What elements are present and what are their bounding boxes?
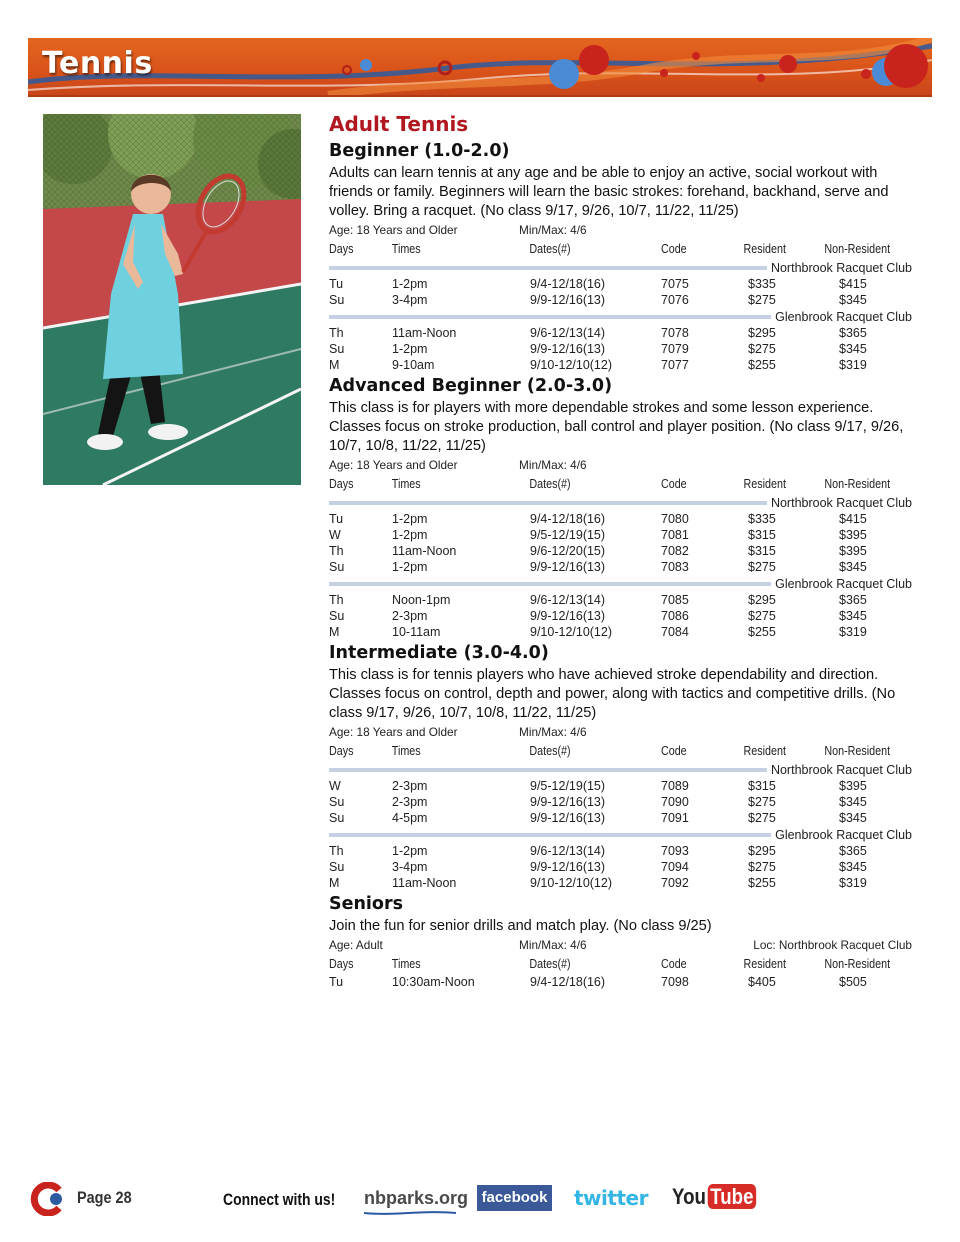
cell-times: 1-2pm [392, 560, 428, 574]
cell-code: 7079 [661, 342, 689, 356]
cell-times: 1-2pm [392, 512, 428, 526]
table-header [329, 474, 918, 494]
connect-label: Connect with us! [223, 1190, 336, 1209]
class-section [329, 373, 919, 640]
cell-dates: 9/9-12/16(13) [530, 342, 606, 356]
cell-resident: $275 [748, 609, 776, 623]
cell-code: 7098 [661, 975, 689, 989]
age-requirement: Age: 18 Years and Older [329, 223, 458, 237]
cell-resident: $275 [748, 293, 776, 307]
cell-dates: 9/10-12/10(12) [530, 876, 613, 890]
cell-times: 4-5pm [392, 811, 428, 825]
header-code: Code [660, 744, 687, 758]
cell-resident: $295 [748, 844, 776, 858]
cell-times: 3-4pm [392, 860, 428, 874]
cell-dates: 9/6-12/13(14) [530, 844, 606, 858]
header-resident: Resident [743, 957, 786, 971]
cell-resident: $255 [748, 358, 776, 372]
cell-nonresident: $345 [839, 860, 867, 874]
cell-dates: 9/9-12/16(13) [530, 609, 606, 623]
header-dates: Dates(#) [529, 744, 571, 758]
cell-nonresident: $505 [839, 975, 867, 989]
cell-days: M [329, 358, 340, 372]
cell-nonresident: $345 [839, 795, 867, 809]
location-divider [329, 260, 919, 276]
cell-dates: 9/5-12/19(15) [530, 528, 606, 542]
cell-code: 7090 [661, 795, 689, 809]
header-code: Code [660, 957, 687, 971]
class-meta [329, 937, 919, 954]
cell-code: 7089 [661, 779, 689, 793]
facebook-text: facebook [481, 1189, 548, 1206]
cell-days: W [329, 779, 341, 793]
cell-resident: $335 [748, 512, 776, 526]
cell-dates: 9/6-12/20(15) [530, 544, 606, 558]
cell-code: 7082 [661, 544, 689, 558]
cell-code: 7093 [661, 844, 689, 858]
class-title: Seniors [329, 894, 403, 914]
table-row [329, 543, 919, 559]
cell-days: Th [329, 326, 344, 340]
table-row [329, 875, 919, 891]
header-days: Days [329, 242, 354, 256]
header-nonresident: Non-Resident [824, 477, 891, 491]
header-times: Times [391, 957, 421, 971]
cell-days: Su [329, 293, 345, 307]
cell-resident: $275 [748, 795, 776, 809]
cell-days: M [329, 625, 340, 639]
header-days: Days [329, 957, 354, 971]
cell-times: 3-4pm [392, 293, 428, 307]
facebook-link[interactable] [477, 1185, 552, 1211]
header-dates: Dates(#) [529, 242, 571, 256]
table-row [329, 810, 919, 826]
cell-resident: $295 [748, 326, 776, 340]
cell-nonresident: $365 [839, 844, 867, 858]
cell-nonresident: $415 [839, 277, 867, 291]
class-meta [329, 724, 919, 741]
cell-times: 10-11am [392, 625, 441, 639]
cell-dates: 9/9-12/16(13) [530, 811, 606, 825]
class-description: This class is for tennis players who have achieved stroke dependability and direction. Classes focus on control, depth and power, along with tactics and competitive drills. (No class 9/17, 9/26, 10/7, 10/8, 11/22, 11/25) [329, 667, 896, 721]
location-divider [329, 762, 919, 778]
cell-dates: 9/9-12/16(13) [530, 860, 606, 874]
cell-nonresident: $395 [839, 544, 867, 558]
header-times: Times [391, 744, 421, 758]
header-days: Days [329, 744, 354, 758]
cell-times: 1-2pm [392, 528, 428, 542]
cell-days: Su [329, 560, 345, 574]
cell-times: 1-2pm [392, 844, 428, 858]
class-listing [329, 110, 919, 990]
location-label: Northbrook Racquet Club [767, 762, 912, 778]
table-row [329, 527, 919, 543]
cell-code: 7075 [661, 277, 689, 291]
cell-dates: 9/4-12/18(16) [530, 277, 606, 291]
cell-code: 7081 [661, 528, 689, 542]
cell-resident: $295 [748, 593, 776, 607]
cell-times: 2-3pm [392, 779, 428, 793]
cell-days: Tu [329, 512, 344, 526]
tennis-player-photo [43, 114, 301, 485]
cell-days: Su [329, 609, 345, 623]
cell-nonresident: $345 [839, 293, 867, 307]
cell-nonresident: $415 [839, 512, 867, 526]
cell-times: Noon-1pm [392, 593, 451, 607]
cell-times: 11am-Noon [392, 876, 457, 890]
page-footer [0, 1180, 960, 1220]
cell-nonresident: $345 [839, 560, 867, 574]
table-row [329, 292, 919, 308]
cell-resident: $315 [748, 544, 776, 558]
cell-days: Th [329, 593, 344, 607]
cell-nonresident: $345 [839, 609, 867, 623]
min-max: Min/Max: 4/6 [519, 938, 587, 952]
cell-days: Tu [329, 277, 344, 291]
location-divider [329, 827, 919, 843]
location-label: Northbrook Racquet Club [767, 495, 912, 511]
table-row [329, 974, 919, 990]
cell-code: 7092 [661, 876, 689, 890]
table-row [329, 843, 919, 859]
cell-code: 7076 [661, 293, 689, 307]
cell-nonresident: $319 [839, 876, 867, 890]
page-banner [28, 38, 932, 97]
location-divider [329, 576, 919, 592]
website-text: nbparks.org [364, 1188, 469, 1208]
header-code: Code [660, 242, 687, 256]
cell-nonresident: $345 [839, 342, 867, 356]
cell-dates: 9/9-12/16(13) [530, 293, 606, 307]
class-title: Intermediate (3.0-4.0) [329, 643, 549, 663]
header-dates: Dates(#) [529, 477, 571, 491]
class-description: Join the fun for senior drills and match play. (No class 9/25) [329, 918, 712, 934]
table-row [329, 325, 919, 341]
page-heading: Adult Tennis [329, 112, 469, 136]
cell-days: Th [329, 544, 344, 558]
cell-days: Su [329, 811, 345, 825]
location-divider [329, 495, 919, 511]
cell-code: 7083 [661, 560, 689, 574]
banner-title: Tennis [42, 46, 153, 81]
table-row [329, 608, 919, 624]
youtube-link[interactable] [672, 1184, 756, 1210]
location-label: Glenbrook Racquet Club [771, 576, 912, 592]
header-times: Times [391, 477, 421, 491]
location-rule [329, 266, 774, 270]
cell-dates: 9/10-12/10(12) [530, 358, 613, 372]
cell-days: W [329, 528, 341, 542]
park-district-logo-icon [27, 1182, 67, 1216]
youtube-tube-text: Tube [708, 1184, 756, 1209]
page-number: Page 28 [77, 1188, 132, 1207]
cell-dates: 9/9-12/16(13) [530, 795, 606, 809]
class-meta [329, 457, 919, 474]
cell-days: Su [329, 860, 345, 874]
cell-nonresident: $319 [839, 625, 867, 639]
cell-code: 7091 [661, 811, 689, 825]
cell-nonresident: $365 [839, 593, 867, 607]
table-row [329, 357, 919, 373]
website-swoosh-icon [364, 1210, 456, 1216]
youtube-you-text: You [672, 1184, 706, 1209]
header-times: Times [391, 242, 421, 256]
location-label: Northbrook Racquet Club [767, 260, 912, 276]
cell-dates: 9/10-12/10(12) [530, 625, 613, 639]
cell-times: 11am-Noon [392, 544, 457, 558]
table-header [329, 239, 918, 259]
class-location: Loc: Northbrook Racquet Club [753, 938, 912, 952]
class-section [329, 138, 919, 373]
cell-resident: $315 [748, 528, 776, 542]
table-row [329, 592, 919, 608]
class-description: Adults can learn tennis at any age and be able to enjoy an active, social workout with friends or family. Beginners will learn the basic strokes: forehand, backhand, serve and volley. Bring a racquet. (No class 9/17, 9/26, 10/7, 11/22, 11/25) [329, 165, 889, 219]
cell-code: 7086 [661, 609, 689, 623]
cell-dates: 9/5-12/19(15) [530, 779, 606, 793]
min-max: Min/Max: 4/6 [519, 458, 587, 472]
banner-decoration [28, 38, 932, 95]
header-nonresident: Non-Resident [824, 242, 891, 256]
cell-days: Su [329, 795, 345, 809]
cell-code: 7078 [661, 326, 689, 340]
cell-code: 7094 [661, 860, 689, 874]
cell-resident: $335 [748, 277, 776, 291]
cell-times: 11am-Noon [392, 326, 457, 340]
age-requirement: Age: 18 Years and Older [329, 725, 458, 739]
location-rule [329, 501, 774, 505]
cell-code: 7084 [661, 625, 689, 639]
cell-times: 9-10am [392, 358, 435, 372]
twitter-text: twitter [574, 1186, 648, 1210]
cell-resident: $405 [748, 975, 776, 989]
cell-resident: $275 [748, 560, 776, 574]
age-requirement: Age: 18 Years and Older [329, 458, 458, 472]
cell-times: 2-3pm [392, 795, 428, 809]
cell-times: 10:30am-Noon [392, 975, 475, 989]
table-row [329, 794, 919, 810]
table-header [329, 741, 918, 761]
header-nonresident: Non-Resident [824, 744, 891, 758]
class-meta [329, 222, 919, 239]
location-rule [329, 833, 780, 837]
table-row [329, 511, 919, 527]
cell-dates: 9/9-12/16(13) [530, 560, 606, 574]
cell-dates: 9/4-12/18(16) [530, 975, 606, 989]
cell-days: M [329, 876, 340, 890]
location-divider [329, 309, 919, 325]
website-link[interactable] [364, 1188, 468, 1209]
cell-code: 7077 [661, 358, 689, 372]
min-max: Min/Max: 4/6 [519, 725, 587, 739]
cell-nonresident: $395 [839, 528, 867, 542]
location-label: Glenbrook Racquet Club [771, 309, 912, 325]
header-nonresident: Non-Resident [824, 957, 891, 971]
class-section [329, 891, 919, 990]
table-row [329, 276, 919, 292]
cell-times: 1-2pm [392, 342, 428, 356]
table-row [329, 624, 919, 640]
class-title: Beginner (1.0-2.0) [329, 141, 510, 161]
cell-nonresident: $319 [839, 358, 867, 372]
class-section [329, 640, 919, 891]
cell-code: 7085 [661, 593, 689, 607]
table-row [329, 859, 919, 875]
header-resident: Resident [743, 477, 786, 491]
location-rule [329, 582, 780, 586]
cell-resident: $275 [748, 342, 776, 356]
cell-dates: 9/6-12/13(14) [530, 326, 606, 340]
table-row [329, 778, 919, 794]
cell-code: 7080 [661, 512, 689, 526]
cell-resident: $255 [748, 625, 776, 639]
location-rule [329, 768, 774, 772]
cell-dates: 9/4-12/18(16) [530, 512, 606, 526]
cell-nonresident: $395 [839, 779, 867, 793]
cell-days: Su [329, 342, 345, 356]
class-description: This class is for players with more dependable strokes and some lesson experience. Classes focus on stroke production, ball control and player position. (No class 9/17, 9/26, 10/7, 10/8, 11/22, 11/25) [329, 400, 904, 454]
header-resident: Resident [743, 744, 786, 758]
cell-nonresident: $365 [839, 326, 867, 340]
location-rule [329, 315, 780, 319]
cell-nonresident: $345 [839, 811, 867, 825]
twitter-link[interactable] [574, 1186, 648, 1210]
header-code: Code [660, 477, 687, 491]
cell-days: Th [329, 844, 344, 858]
header-dates: Dates(#) [529, 957, 571, 971]
cell-times: 2-3pm [392, 609, 428, 623]
cell-times: 1-2pm [392, 277, 428, 291]
min-max: Min/Max: 4/6 [519, 223, 587, 237]
cell-resident: $315 [748, 779, 776, 793]
cell-days: Tu [329, 975, 344, 989]
location-label: Glenbrook Racquet Club [771, 827, 912, 843]
table-header [329, 954, 918, 974]
cell-resident: $275 [748, 860, 776, 874]
header-resident: Resident [743, 242, 786, 256]
header-days: Days [329, 477, 354, 491]
cell-resident: $275 [748, 811, 776, 825]
age-requirement: Age: Adult [329, 938, 383, 952]
table-row [329, 559, 919, 575]
cell-dates: 9/6-12/13(14) [530, 593, 606, 607]
cell-resident: $255 [748, 876, 776, 890]
table-row [329, 341, 919, 357]
class-title: Advanced Beginner (2.0-3.0) [329, 376, 613, 396]
